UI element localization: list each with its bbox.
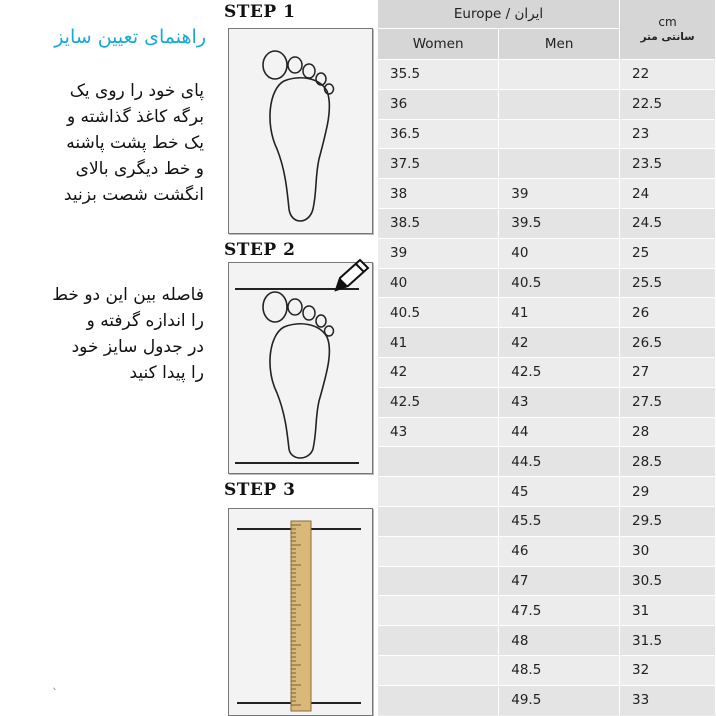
- men-cell: 44: [499, 417, 620, 447]
- instruction-line: یک خط پشت پاشنه: [66, 133, 204, 153]
- table-row: [378, 149, 716, 179]
- table-row: [378, 655, 716, 685]
- step-3-label: STEP 3: [224, 480, 296, 500]
- table-row: [378, 506, 716, 536]
- men-cell: 47.5: [499, 596, 620, 626]
- instruction-line: برگه کاغذ گذاشته و: [66, 107, 204, 127]
- instruction-line: پای خود را روی یک: [69, 81, 204, 101]
- europe-iran-header: [378, 0, 620, 29]
- women-cell: 38.5: [378, 208, 499, 238]
- cm-cell: 23: [620, 119, 716, 149]
- cm-cell: 27.5: [620, 387, 716, 417]
- cm-cell: 23.5: [620, 149, 716, 179]
- women-cell: [378, 477, 499, 507]
- cm-cell: 30: [620, 536, 716, 566]
- instruction-step-2: [52, 282, 204, 386]
- cm-cell: 22: [620, 60, 716, 90]
- women-header: Women: [378, 29, 499, 60]
- cm-cell: 28.5: [620, 447, 716, 477]
- cm-header: [620, 0, 716, 60]
- women-cell: 40: [378, 268, 499, 298]
- table-row: [378, 477, 716, 507]
- cm-cell: 22.5: [620, 89, 716, 119]
- cm-label: cm: [658, 14, 677, 29]
- table-row: [378, 89, 716, 119]
- guide-title: راهنمای تعیین سایز: [54, 26, 206, 48]
- size-table-body: [378, 60, 716, 715]
- women-cell: 38: [378, 179, 499, 209]
- cm-cell: 31.5: [620, 626, 716, 656]
- women-cell: [378, 566, 499, 596]
- instruction-line: و خط دیگری بالای: [75, 159, 204, 179]
- cm-cell: 27: [620, 357, 716, 387]
- cm-cell: 26.5: [620, 328, 716, 358]
- corner-mark: ˎ: [52, 676, 58, 690]
- women-cell: [378, 626, 499, 656]
- men-cell: [499, 119, 620, 149]
- foot-outline-icon: [229, 29, 372, 233]
- ruler-measure-icon: [229, 509, 372, 715]
- cm-cell: 25: [620, 238, 716, 268]
- instruction-line: را اندازه گرفته و: [86, 311, 204, 331]
- table-row: [378, 119, 716, 149]
- cm-persian-label: سانتی متر: [640, 30, 695, 43]
- women-cell: 37.5: [378, 149, 499, 179]
- men-cell: 47: [499, 566, 620, 596]
- size-table-container: [378, 0, 716, 716]
- step-3-illustration: [228, 508, 373, 716]
- men-cell: 41: [499, 298, 620, 328]
- size-table: [378, 0, 716, 715]
- table-row: [378, 566, 716, 596]
- men-cell: 46: [499, 536, 620, 566]
- instruction-line: انگشت شصت بزنید: [63, 185, 204, 205]
- iran-label: ایران: [514, 6, 544, 22]
- cm-cell: 24.5: [620, 208, 716, 238]
- instruction-line: را پیدا کنید: [129, 363, 204, 383]
- men-cell: 39: [499, 179, 620, 209]
- men-cell: 40.5: [499, 268, 620, 298]
- table-row: [378, 417, 716, 447]
- women-cell: [378, 655, 499, 685]
- women-cell: 35.5: [378, 60, 499, 90]
- men-cell: 42: [499, 328, 620, 358]
- table-row: [378, 596, 716, 626]
- women-cell: [378, 596, 499, 626]
- cm-cell: 28: [620, 417, 716, 447]
- men-cell: 42.5: [499, 357, 620, 387]
- table-row: [378, 268, 716, 298]
- cm-cell: 26: [620, 298, 716, 328]
- table-row: [378, 238, 716, 268]
- instruction-line: در جدول سایز خود: [71, 337, 204, 357]
- men-cell: 40: [499, 238, 620, 268]
- cm-cell: 29: [620, 477, 716, 507]
- women-cell: 42.5: [378, 387, 499, 417]
- table-row: [378, 387, 716, 417]
- table-row: [378, 298, 716, 328]
- women-cell: 39: [378, 238, 499, 268]
- men-cell: [499, 60, 620, 90]
- men-cell: 39.5: [499, 208, 620, 238]
- table-row: [378, 685, 716, 714]
- table-row: [378, 447, 716, 477]
- table-row: [378, 208, 716, 238]
- women-cell: [378, 447, 499, 477]
- men-cell: 44.5: [499, 447, 620, 477]
- instruction-step-1: [64, 78, 204, 208]
- steps-column: [214, 0, 376, 716]
- cm-cell: 24: [620, 179, 716, 209]
- pencil-icon: [332, 256, 372, 294]
- cm-cell: 33: [620, 685, 716, 714]
- women-cell: 40.5: [378, 298, 499, 328]
- men-cell: 43: [499, 387, 620, 417]
- cm-cell: 32: [620, 655, 716, 685]
- europe-label: Europe /: [453, 6, 511, 22]
- women-cell: [378, 506, 499, 536]
- table-row: [378, 179, 716, 209]
- women-cell: 43: [378, 417, 499, 447]
- cm-cell: 30.5: [620, 566, 716, 596]
- table-row: [378, 626, 716, 656]
- cm-cell: 25.5: [620, 268, 716, 298]
- women-cell: 42: [378, 357, 499, 387]
- women-cell: 36: [378, 89, 499, 119]
- table-row: [378, 536, 716, 566]
- men-cell: 49.5: [499, 685, 620, 714]
- instruction-line: فاصله بین این دو خط: [52, 285, 204, 305]
- foot-marked-icon: [229, 263, 372, 473]
- cm-cell: 29.5: [620, 506, 716, 536]
- step-2-label: STEP 2: [224, 240, 296, 260]
- table-row: [378, 357, 716, 387]
- men-cell: 45.5: [499, 506, 620, 536]
- table-row: [378, 60, 716, 90]
- table-row: [378, 328, 716, 358]
- men-cell: 45: [499, 477, 620, 507]
- step-1-illustration: [228, 28, 373, 234]
- cm-cell: 31: [620, 596, 716, 626]
- men-cell: [499, 149, 620, 179]
- women-cell: 36.5: [378, 119, 499, 149]
- men-cell: 48.5: [499, 655, 620, 685]
- women-cell: 41: [378, 328, 499, 358]
- men-cell: [499, 89, 620, 119]
- women-cell: [378, 536, 499, 566]
- men-header: Men: [499, 29, 620, 60]
- instructions-panel: [0, 0, 214, 716]
- step-1-label: STEP 1: [224, 2, 296, 22]
- men-cell: 48: [499, 626, 620, 656]
- women-cell: [378, 685, 499, 714]
